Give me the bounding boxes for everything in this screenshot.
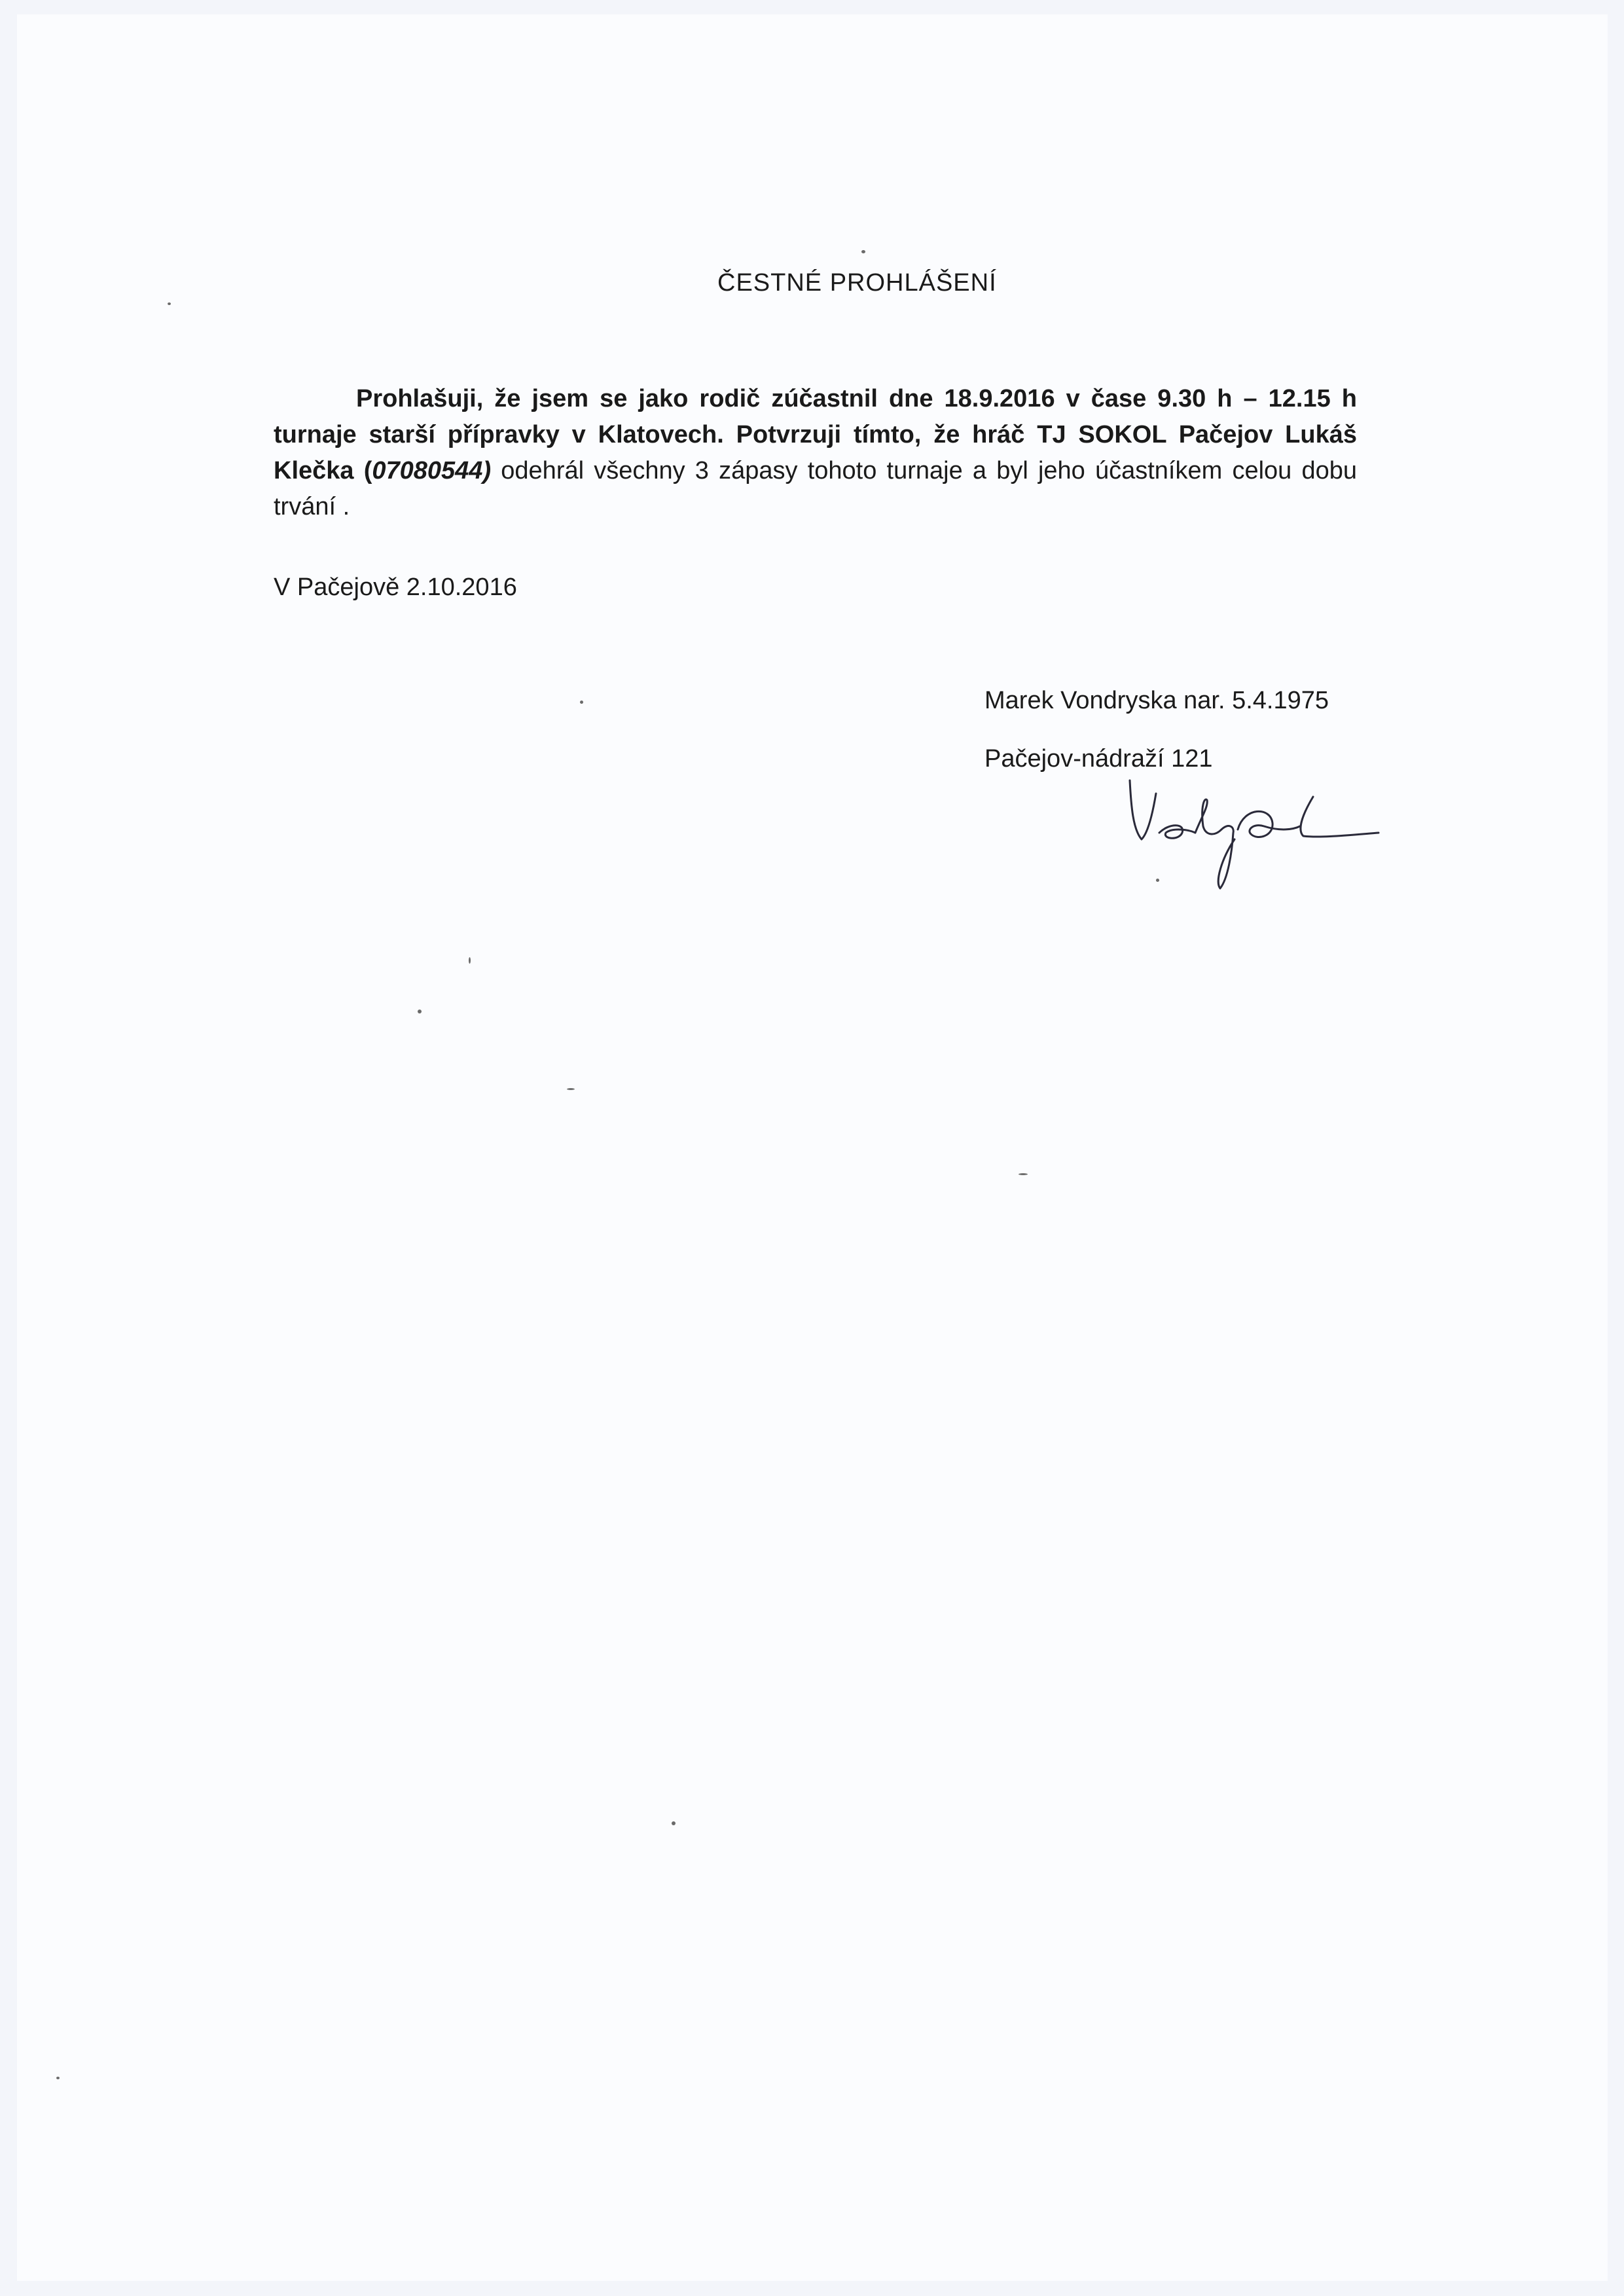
scan-speck (672, 1821, 676, 1825)
scan-speck (56, 2077, 60, 2079)
scan-speck (1156, 879, 1159, 882)
signer-name: Marek Vondryska nar. 5.4.1975 (984, 687, 1329, 714)
document-title: ČESTNÉ PROHLÁŠENÍ (717, 269, 997, 297)
handwritten-signature (1123, 767, 1385, 898)
scan-speck (418, 1010, 422, 1013)
scan-speck (168, 302, 171, 305)
place-and-date: V Pačejově 2.10.2016 (274, 574, 517, 601)
scan-speck (580, 701, 583, 704)
scan-speck (1019, 1173, 1028, 1175)
scan-speck (567, 1088, 575, 1090)
scan-speck (861, 250, 865, 253)
declaration-text-part-1: Prohlašuji, že jsem se jako rodič zúčastnil dne 18.9.2016 v čase 9.30 h – 12.15 h turnaje starší přípravky v Klatovech. Potvrzuji tímto, že hráč TJ SOKOL Pačejov Lukáš Klečka ( (274, 385, 1357, 484)
declaration-text (274, 381, 1357, 525)
signer-address: Pačejov-nádraží 121 (984, 745, 1213, 773)
document-page (17, 14, 1608, 2281)
player-registration-number: 07080544) (372, 457, 492, 484)
scan-speck (469, 957, 471, 964)
declaration-text-part-2: odehrál všechny 3 zápasy tohoto turnaje a byl jeho účastníkem celou dobu trvání . (274, 457, 1357, 520)
